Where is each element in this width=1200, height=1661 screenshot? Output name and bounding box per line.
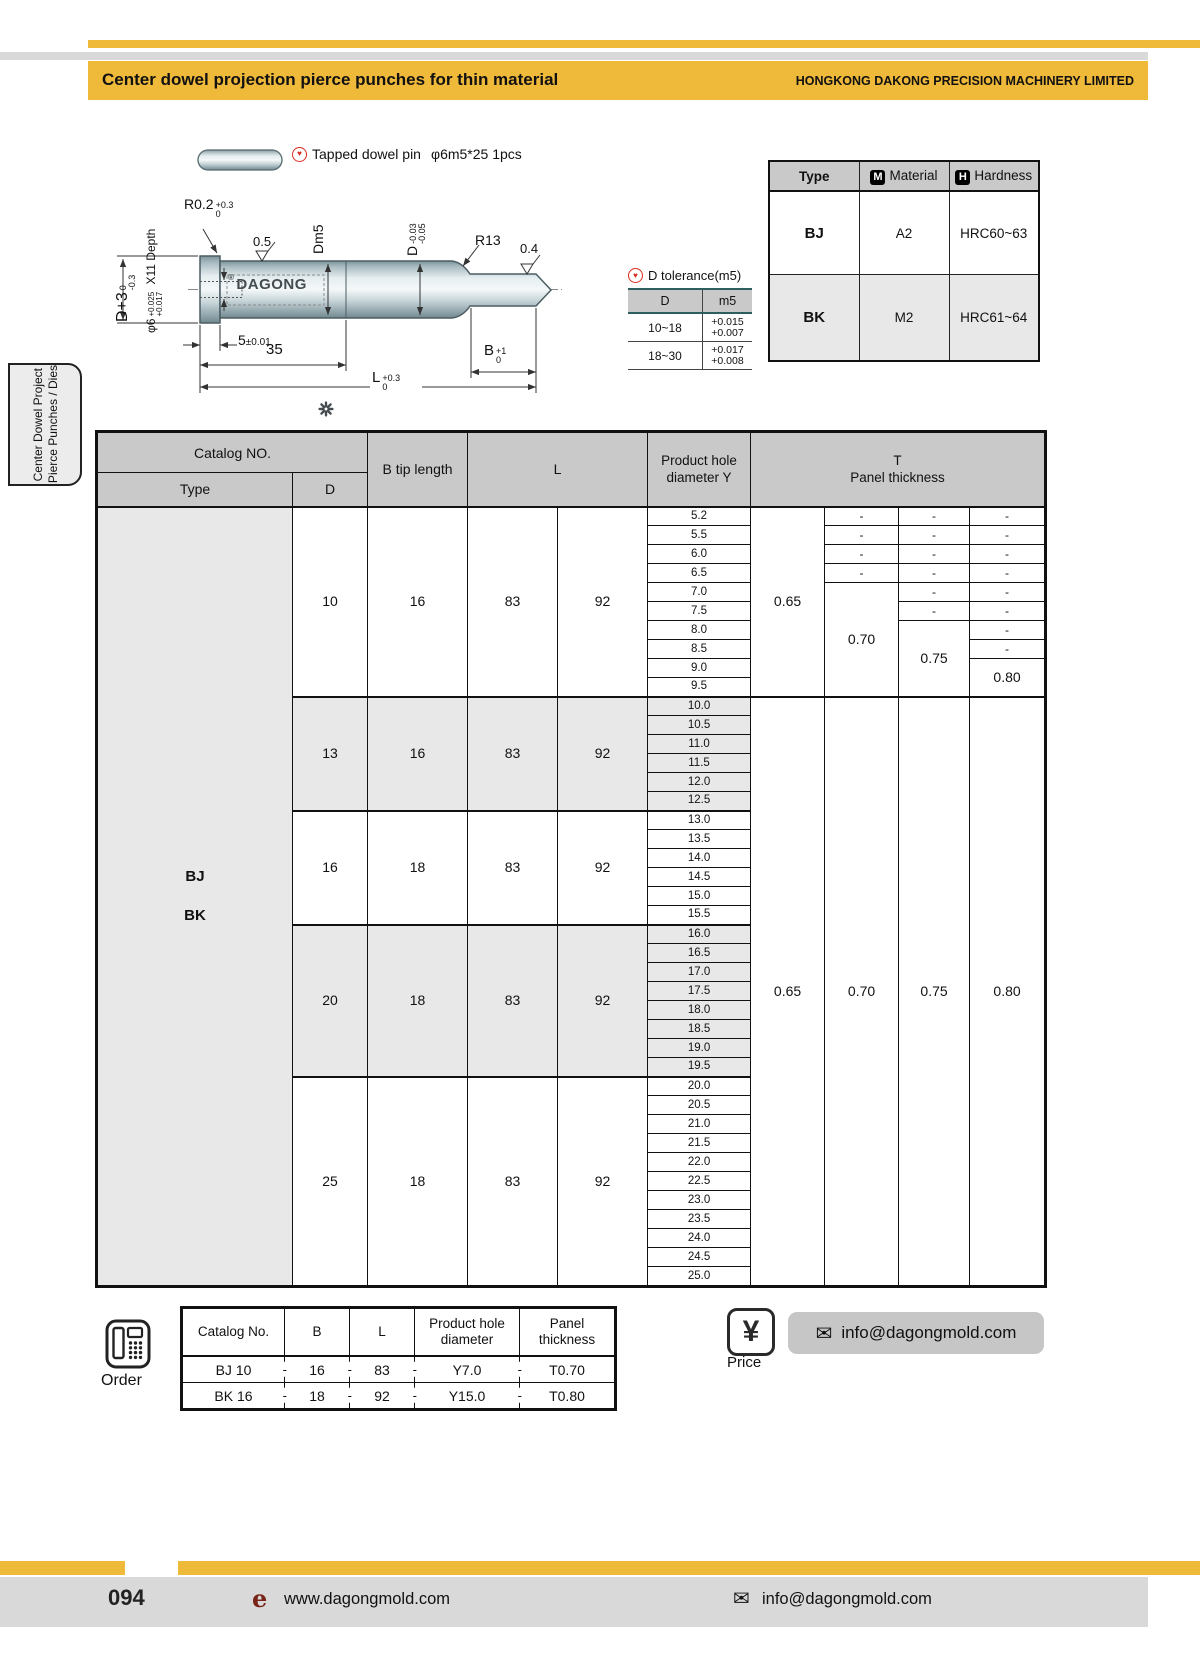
tolerance-table [628, 288, 752, 370]
spec-table [768, 160, 1040, 362]
order-header-panel: Panel thickness [520, 1309, 615, 1357]
tol-values: +0.017 +0.008 [703, 342, 753, 370]
hole-diameter-cell: 12.0 [648, 773, 751, 792]
panel-thickness-dash-cell: - [970, 583, 1045, 602]
dim-overall-length: L +0.3 0 [372, 369, 401, 392]
email-address: info@dagongmold.com [841, 1323, 1017, 1342]
hole-diameter-cell: 13.0 [648, 811, 751, 830]
b-tip-cell: 18 [368, 1077, 468, 1286]
hole-diameter-cell: 17.0 [648, 963, 751, 982]
order-separator: - [412, 1387, 417, 1403]
order-separator: - [347, 1387, 352, 1403]
panel-thickness-dash-cell: - [970, 545, 1045, 564]
tol-range: 18~30 [628, 342, 703, 370]
hole-diameter-cell: 7.0 [648, 583, 751, 602]
hole-diameter-cell: 19.5 [648, 1058, 751, 1077]
spec-hardness: HRC61~64 [949, 275, 1039, 362]
l-cell: 92 [558, 697, 648, 811]
dim-d-tolerance: D -0.03 -0.05 [404, 223, 427, 256]
dim-dm5: Dm5 [310, 224, 326, 254]
hardness-badge-icon: H [955, 170, 970, 185]
sidebar-tab-line1: Center Dowel Project [30, 367, 45, 482]
b-tip-cell: 16 [368, 697, 468, 811]
main-header-t: T Panel thickness [751, 433, 1045, 507]
envelope-icon: ✉ [733, 1588, 750, 1610]
tolerance-section [628, 268, 752, 370]
order-separator: - [347, 1361, 352, 1377]
hole-diameter-cell: 19.0 [648, 1039, 751, 1058]
dowel-pin-figure [198, 150, 282, 170]
hole-diameter-cell: 9.5 [648, 678, 751, 697]
order-example-cell: BJ 10 - [183, 1356, 285, 1383]
envelope-icon: ✉ [815, 1322, 833, 1345]
hole-diameter-cell: 20.5 [648, 1096, 751, 1115]
hole-diameter-cell: 7.5 [648, 602, 751, 621]
dim-surface-body: 0.5 [253, 234, 272, 249]
spec-header-type: Type [769, 161, 859, 191]
order-example-cell: Y15.0 - [415, 1383, 520, 1409]
hole-diameter-cell: 16.5 [648, 944, 751, 963]
panel-thickness-dash-cell: - [899, 602, 970, 621]
order-header-l: L [350, 1309, 415, 1357]
hole-diameter-cell: 6.0 [648, 545, 751, 564]
l-cell: 92 [558, 811, 648, 925]
registered-mark: ® [228, 273, 235, 282]
spec-material: M2 [859, 275, 949, 362]
dagong-gear-icon [318, 401, 334, 417]
technical-drawing [0, 0, 720, 440]
main-header-y: Product hole diameter Y [648, 433, 751, 507]
panel-thickness-dash-cell: - [825, 507, 899, 526]
panel-thickness-dash-cell: - [899, 545, 970, 564]
brand-logo [228, 273, 307, 293]
panel-thickness-cell: 0.70 [825, 697, 899, 1286]
tolerance-title: ♥ D tolerance(m5) [628, 268, 752, 283]
spec-header-material: M Material [859, 161, 949, 191]
l-cell: 83 [468, 507, 558, 697]
sidebar-tab-line2: Pierce Punches / Dies [45, 365, 60, 484]
d-cell: 13 [293, 697, 368, 811]
hole-diameter-cell: 12.5 [648, 792, 751, 811]
order-header-b: B [285, 1309, 350, 1357]
panel-thickness-cell: 0.65 [751, 507, 825, 697]
order-example-cell: Y7.0 - [415, 1356, 520, 1383]
hole-diameter-cell: 21.5 [648, 1134, 751, 1153]
hole-diameter-cell: 16.0 [648, 925, 751, 944]
hole-diameter-cell: 17.5 [648, 982, 751, 1001]
tol-header-m5: m5 [703, 289, 753, 313]
order-example-cell: 83 - [350, 1356, 415, 1383]
dim-head-thickness: 5±0.01 [238, 332, 271, 348]
tol-header-d: D [628, 289, 703, 313]
l-cell: 83 [468, 1077, 558, 1286]
panel-thickness-dash-cell: - [970, 507, 1045, 526]
panel-thickness-cell: 0.70 [825, 583, 899, 697]
l-cell: 92 [558, 1077, 648, 1286]
pin-note-spec: φ6m5*25 1pcs [430, 146, 522, 162]
punch-head-flange [200, 256, 220, 323]
hole-diameter-cell: 6.5 [648, 564, 751, 583]
hole-diameter-cell: 14.5 [648, 868, 751, 887]
hole-diameter-cell: 24.0 [648, 1229, 751, 1248]
panel-thickness-cell: 0.75 [899, 621, 970, 697]
order-example-cell: 18 - [285, 1383, 350, 1409]
order-example-cell: T0.70 [520, 1356, 615, 1383]
material-badge-icon: M [870, 170, 885, 185]
hole-diameter-cell: 13.5 [648, 830, 751, 849]
order-header-hole: Product hole diameter [415, 1309, 520, 1357]
spec-type: BJ [769, 191, 859, 275]
hole-diameter-cell: 18.5 [648, 1020, 751, 1039]
order-separator: - [282, 1361, 287, 1377]
b-tip-cell: 18 [368, 811, 468, 925]
dim-tip-length: B +1 0 [484, 342, 507, 365]
dim-head-diameter: D+3 0 -0.3 [114, 274, 137, 322]
hole-diameter-cell: 5.2 [648, 507, 751, 526]
price-yen-icon: ¥ [727, 1308, 775, 1356]
price-label: Price [727, 1354, 762, 1371]
web-e-icon: e [252, 1584, 268, 1613]
hole-diameter-cell: 24.5 [648, 1248, 751, 1267]
panel-thickness-cell: 0.80 [970, 697, 1045, 1286]
main-header-l: L [468, 433, 648, 507]
hole-diameter-cell: 8.5 [648, 640, 751, 659]
pin-note [292, 146, 522, 162]
main-header-catalog: Catalog NO. [98, 433, 368, 473]
hole-diameter-cell: 11.5 [648, 754, 751, 773]
type-cell [98, 507, 293, 1286]
panel-thickness-dash-cell: - [970, 602, 1045, 621]
hole-diameter-cell: 23.0 [648, 1191, 751, 1210]
l-cell: 83 [468, 697, 558, 811]
order-separator: - [517, 1361, 522, 1377]
panel-thickness-dash-cell: - [899, 507, 970, 526]
pin-note-text: Tapped dowel pin [312, 146, 421, 162]
page-number: 094 [108, 1585, 145, 1610]
d-cell: 20 [293, 925, 368, 1077]
panel-thickness-dash-cell: - [970, 564, 1045, 583]
hole-diameter-cell: 15.5 [648, 906, 751, 925]
hole-diameter-cell: 15.0 [648, 887, 751, 906]
hole-diameter-cell: 10.5 [648, 716, 751, 735]
footer-band [0, 1577, 1148, 1627]
main-header-type: Type [98, 473, 293, 507]
footer-website: www.dagongmold.com [284, 1590, 450, 1608]
order-separator: - [282, 1387, 287, 1403]
spec-header-hardness: H Hardness [949, 161, 1039, 191]
order-separator: - [517, 1387, 522, 1403]
panel-thickness-dash-cell: - [899, 564, 970, 583]
panel-thickness-dash-cell: - [899, 526, 970, 545]
heart-bullet-icon: ♥ [292, 147, 307, 162]
b-tip-cell: 18 [368, 925, 468, 1077]
spec-material: A2 [859, 191, 949, 275]
panel-thickness-dash-cell: - [825, 545, 899, 564]
panel-thickness-dash-cell: - [970, 526, 1045, 545]
l-cell: 92 [558, 925, 648, 1077]
main-header-b: B tip length [368, 433, 468, 507]
panel-thickness-dash-cell: - [825, 526, 899, 545]
b-tip-cell: 16 [368, 507, 468, 697]
hole-diameter-cell: 23.5 [648, 1210, 751, 1229]
order-fax-icon [104, 1316, 152, 1370]
order-label: Order [101, 1372, 142, 1389]
dim-r02: R0.2 +0.3 0 [184, 196, 234, 219]
panel-thickness-dash-cell: - [970, 640, 1045, 659]
page-title: Center dowel projection pierce punches for thin material [102, 70, 559, 89]
hole-diameter-cell: 8.0 [648, 621, 751, 640]
hole-diameter-cell: 18.0 [648, 1001, 751, 1020]
order-example-cell: 16 - [285, 1356, 350, 1383]
hole-diameter-cell: 10.0 [648, 697, 751, 716]
order-example-table [180, 1306, 617, 1411]
l-cell: 92 [558, 507, 648, 697]
main-header-d: D [293, 473, 368, 507]
d-cell: 25 [293, 1077, 368, 1286]
dim-r13: R13 [475, 232, 501, 248]
hole-diameter-cell: 22.0 [648, 1153, 751, 1172]
dim-phi6-hole: φ6 +0.025 +0.017 X11 Depth [144, 228, 164, 333]
dim-surface-tip: 0.4 [520, 241, 539, 256]
main-table [95, 430, 1047, 1288]
d-cell: 16 [293, 811, 368, 925]
hole-diameter-cell: 21.0 [648, 1115, 751, 1134]
l-cell: 83 [468, 925, 558, 1077]
panel-thickness-cell: 0.65 [751, 697, 825, 1286]
spec-hardness: HRC60~63 [949, 191, 1039, 275]
hole-diameter-cell: 5.5 [648, 526, 751, 545]
dim-shank-length: 35 [266, 341, 283, 358]
panel-thickness-dash-cell: - [899, 583, 970, 602]
footer-accent-bar [0, 1561, 1200, 1575]
hole-diameter-cell: 22.5 [648, 1172, 751, 1191]
footer-accent-gap [125, 1561, 178, 1575]
panel-thickness-cell: 0.80 [970, 659, 1045, 697]
footer-email: info@dagongmold.com [762, 1590, 932, 1608]
email-pill [788, 1312, 1044, 1354]
panel-thickness-dash-cell: - [825, 564, 899, 583]
order-header-catalog: Catalog No. [183, 1309, 285, 1357]
hole-diameter-cell: 9.0 [648, 659, 751, 678]
hole-diameter-cell: 25.0 [648, 1267, 751, 1286]
order-example-cell: T0.80 [520, 1383, 615, 1409]
type-label: BJ [185, 868, 205, 886]
tol-range: 10~18 [628, 313, 703, 342]
dimension-lines [117, 229, 540, 393]
panel-thickness-dash-cell: - [970, 621, 1045, 640]
order-example-cell: 92 - [350, 1383, 415, 1409]
type-label: BK [184, 907, 206, 925]
hole-diameter-cell: 20.0 [648, 1077, 751, 1096]
panel-thickness-cell: 0.75 [899, 697, 970, 1286]
order-example-cell: BK 16 - [183, 1383, 285, 1409]
hole-diameter-cell: 14.0 [648, 849, 751, 868]
tol-values: +0.015 +0.007 [703, 313, 753, 342]
hole-diameter-cell: 11.0 [648, 735, 751, 754]
d-cell: 10 [293, 507, 368, 697]
heart-bullet-icon: ♥ [628, 268, 643, 283]
company-name: HONGKONG DAKONG PRECISION MACHINERY LIMITED [795, 74, 1134, 88]
order-separator: - [412, 1361, 417, 1377]
l-cell: 83 [468, 811, 558, 925]
brand-text: DAGONG [236, 276, 307, 293]
spec-type: BK [769, 275, 859, 362]
